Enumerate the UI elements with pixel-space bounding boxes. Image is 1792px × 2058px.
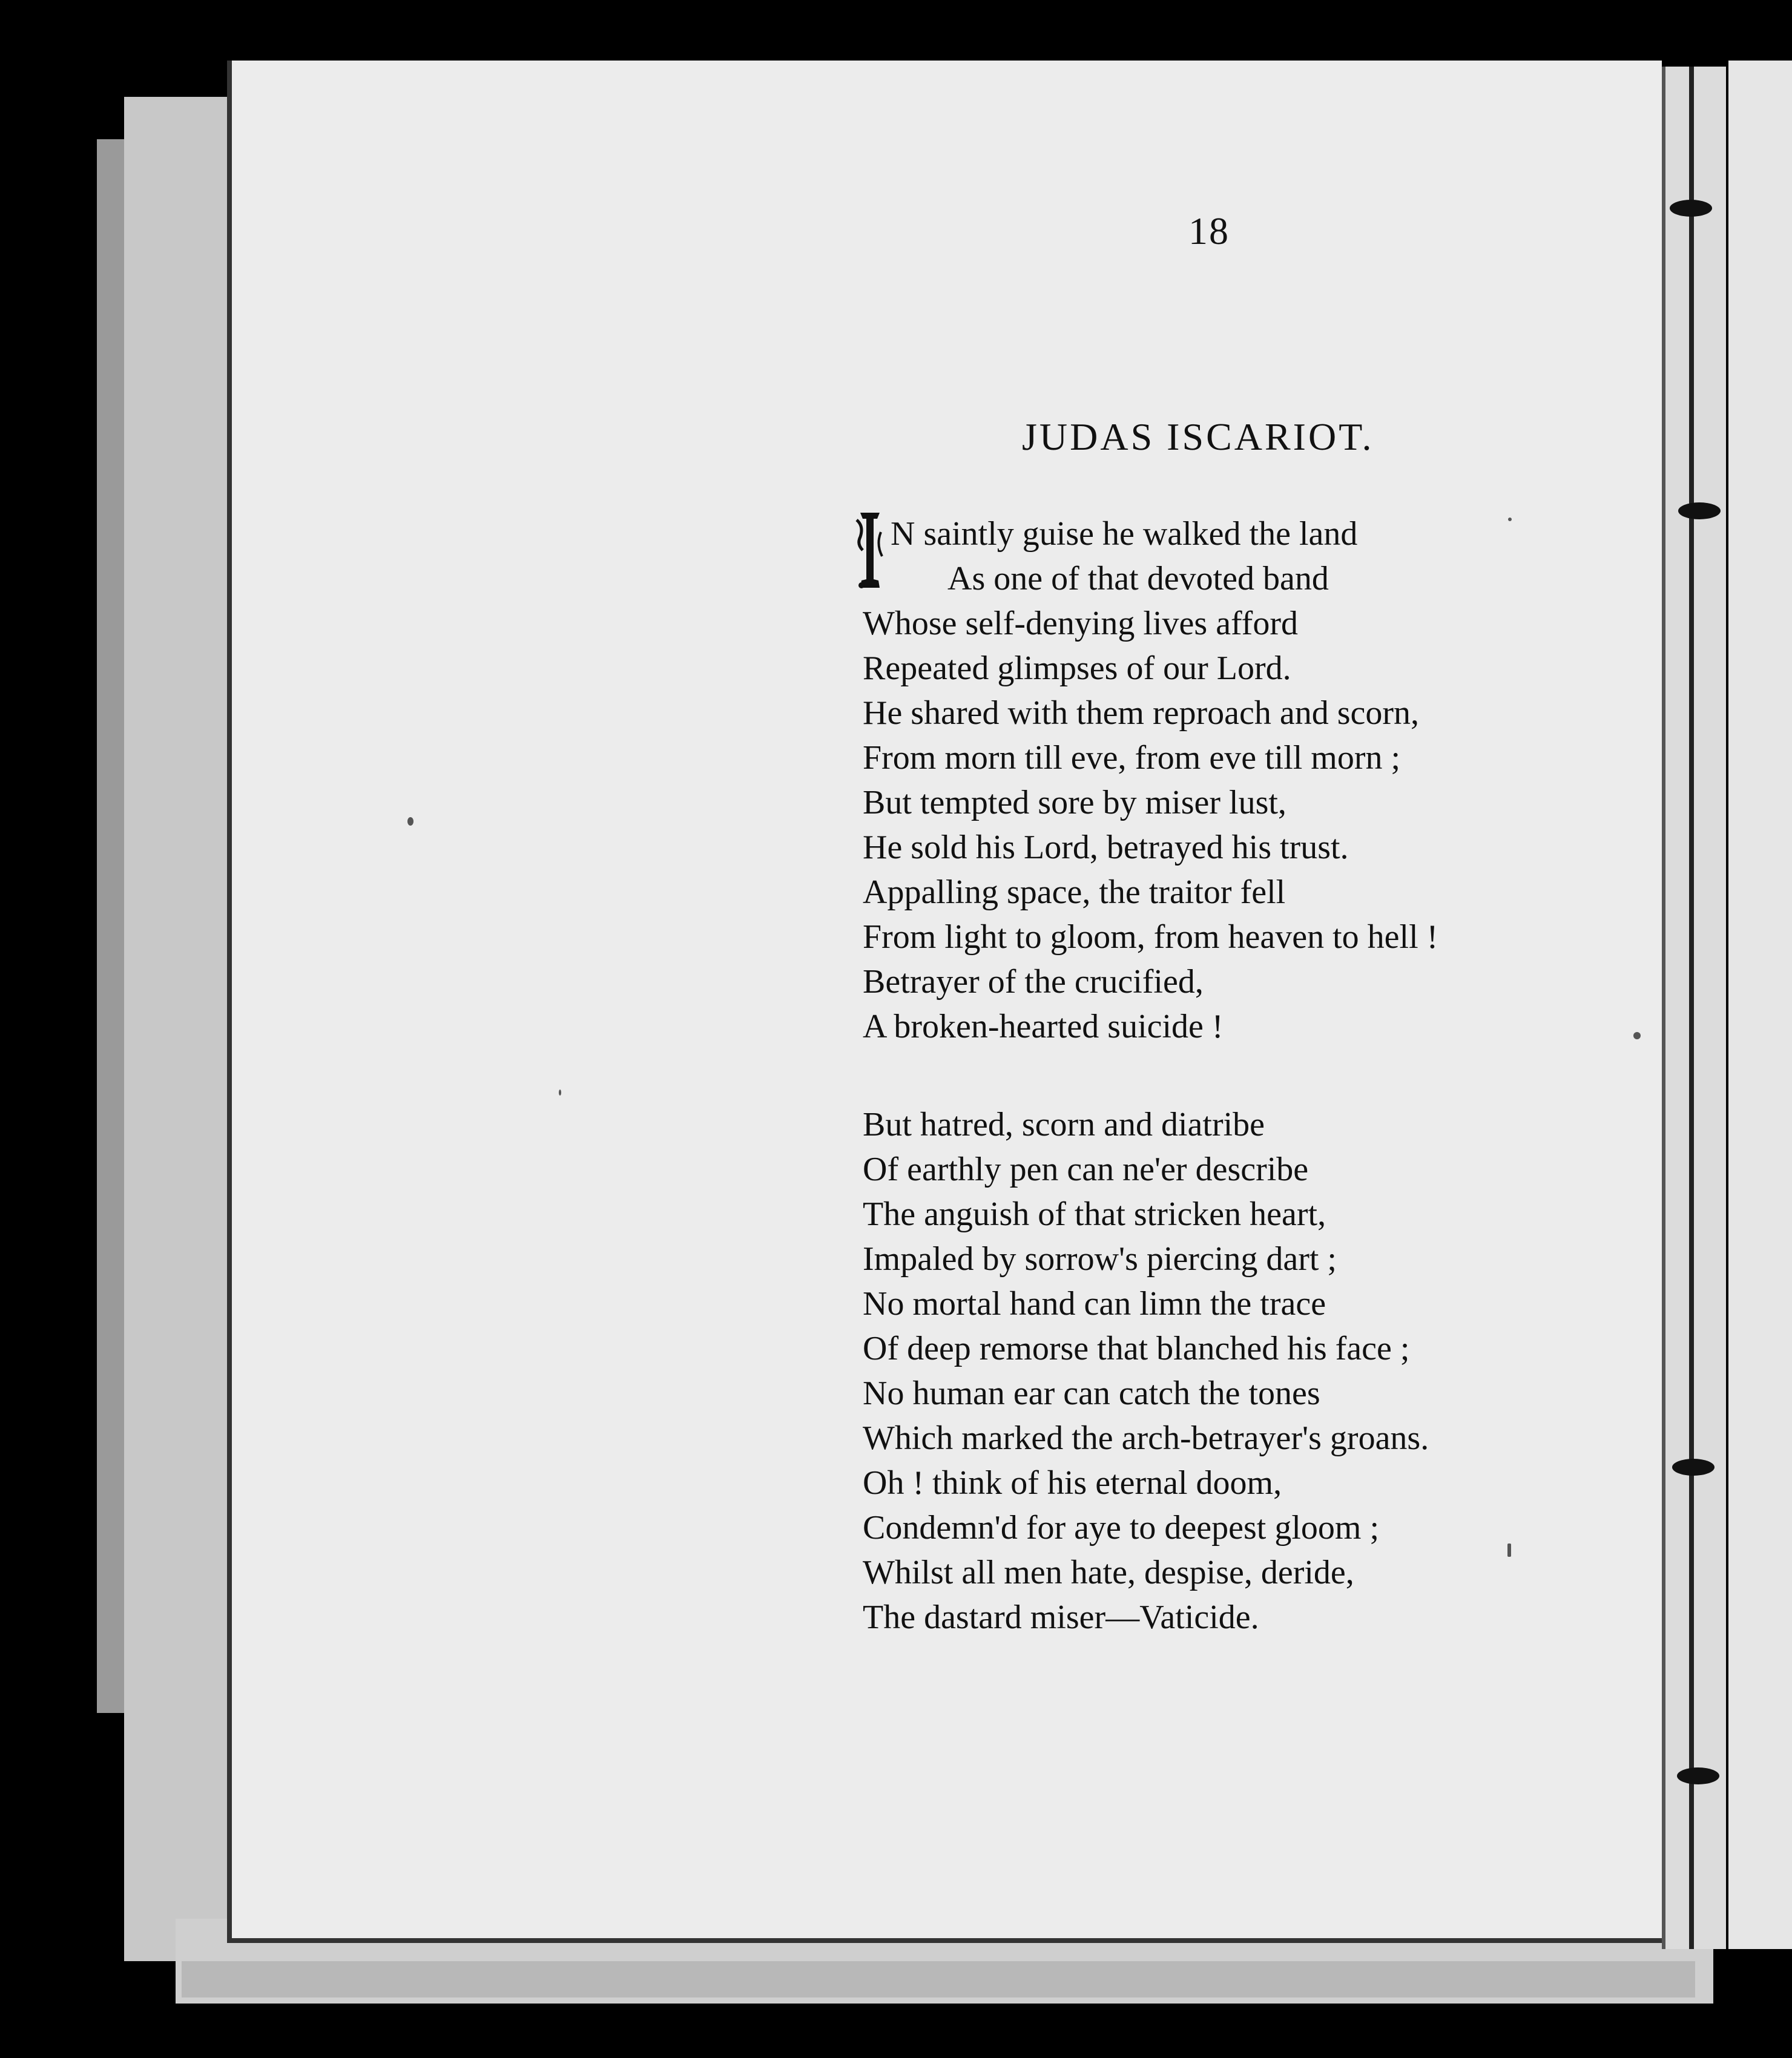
facing-page-edge (1728, 61, 1792, 1949)
poem-line: From light to gloom, from heaven to hell ! (863, 918, 1438, 956)
poem-line: Betrayer of the crucified, (863, 963, 1204, 1001)
binding-thread (1689, 67, 1694, 1949)
poem-line: Of earthly pen can ne'er describe (863, 1151, 1309, 1188)
drop-cap-ornament (855, 508, 884, 593)
poem-line: As one of that devoted band (947, 560, 1329, 597)
paper-speck (1633, 1032, 1641, 1039)
poem-line: No mortal hand can limn the trace (863, 1285, 1326, 1323)
poem-line: Appalling space, the traitor fell (863, 873, 1286, 911)
page-number: 18 (1188, 209, 1230, 252)
poem-line (863, 511, 1438, 556)
book-page (227, 61, 1662, 1943)
stanza-break (863, 1049, 1438, 1102)
poem-line-text: N saintly guise he walked the land (891, 515, 1358, 553)
binding-stitch (1678, 502, 1721, 519)
poem-line: Whose self-denying lives afford (863, 605, 1298, 642)
poem-line: He sold his Lord, betrayed his trust. (863, 829, 1349, 866)
paper-speck (1508, 518, 1512, 521)
poem-title: JUDAS ISCARIOT. (1022, 415, 1374, 458)
poem-line: No human ear can catch the tones (863, 1375, 1320, 1412)
paper-speck (559, 1090, 561, 1096)
poem-line: The anguish of that stricken heart, (863, 1195, 1326, 1233)
binding-stitch (1672, 1459, 1715, 1476)
poem-line: The dastard miser—Vaticide. (863, 1599, 1259, 1636)
poem-line: Impaled by sorrow's piercing dart ; (863, 1240, 1337, 1278)
poem-line: Repeated glimpses of our Lord. (863, 649, 1291, 687)
poem-line: Whilst all men hate, despise, deride, (863, 1554, 1354, 1591)
poem-line: From morn till eve, from eve till morn ; (863, 739, 1401, 777)
poem-line: Which marked the arch-betrayer's groans. (863, 1419, 1429, 1457)
binding-stitch (1670, 200, 1712, 217)
underlying-page-bottom (182, 1961, 1695, 1997)
paper-speck (1507, 1544, 1511, 1557)
poem-line: He shared with them reproach and scorn, (863, 694, 1419, 732)
binding-stitch (1677, 1767, 1719, 1784)
underlying-page-edge (124, 97, 227, 1961)
poem-line: Condemn'd for aye to deepest gloom ; (863, 1509, 1380, 1547)
poem-body (863, 511, 1438, 1640)
paper-speck (407, 817, 413, 826)
poem-line: But hatred, scorn and diatribe (863, 1106, 1265, 1143)
poem-line: But tempted sore by miser lust, (863, 784, 1286, 821)
poem-line: Of deep remorse that blanched his face ; (863, 1330, 1410, 1367)
poem-line: Oh ! think of his eternal doom, (863, 1464, 1282, 1502)
page-gutter (1662, 67, 1726, 1949)
poem-line: A broken-hearted suicide ! (863, 1008, 1224, 1045)
